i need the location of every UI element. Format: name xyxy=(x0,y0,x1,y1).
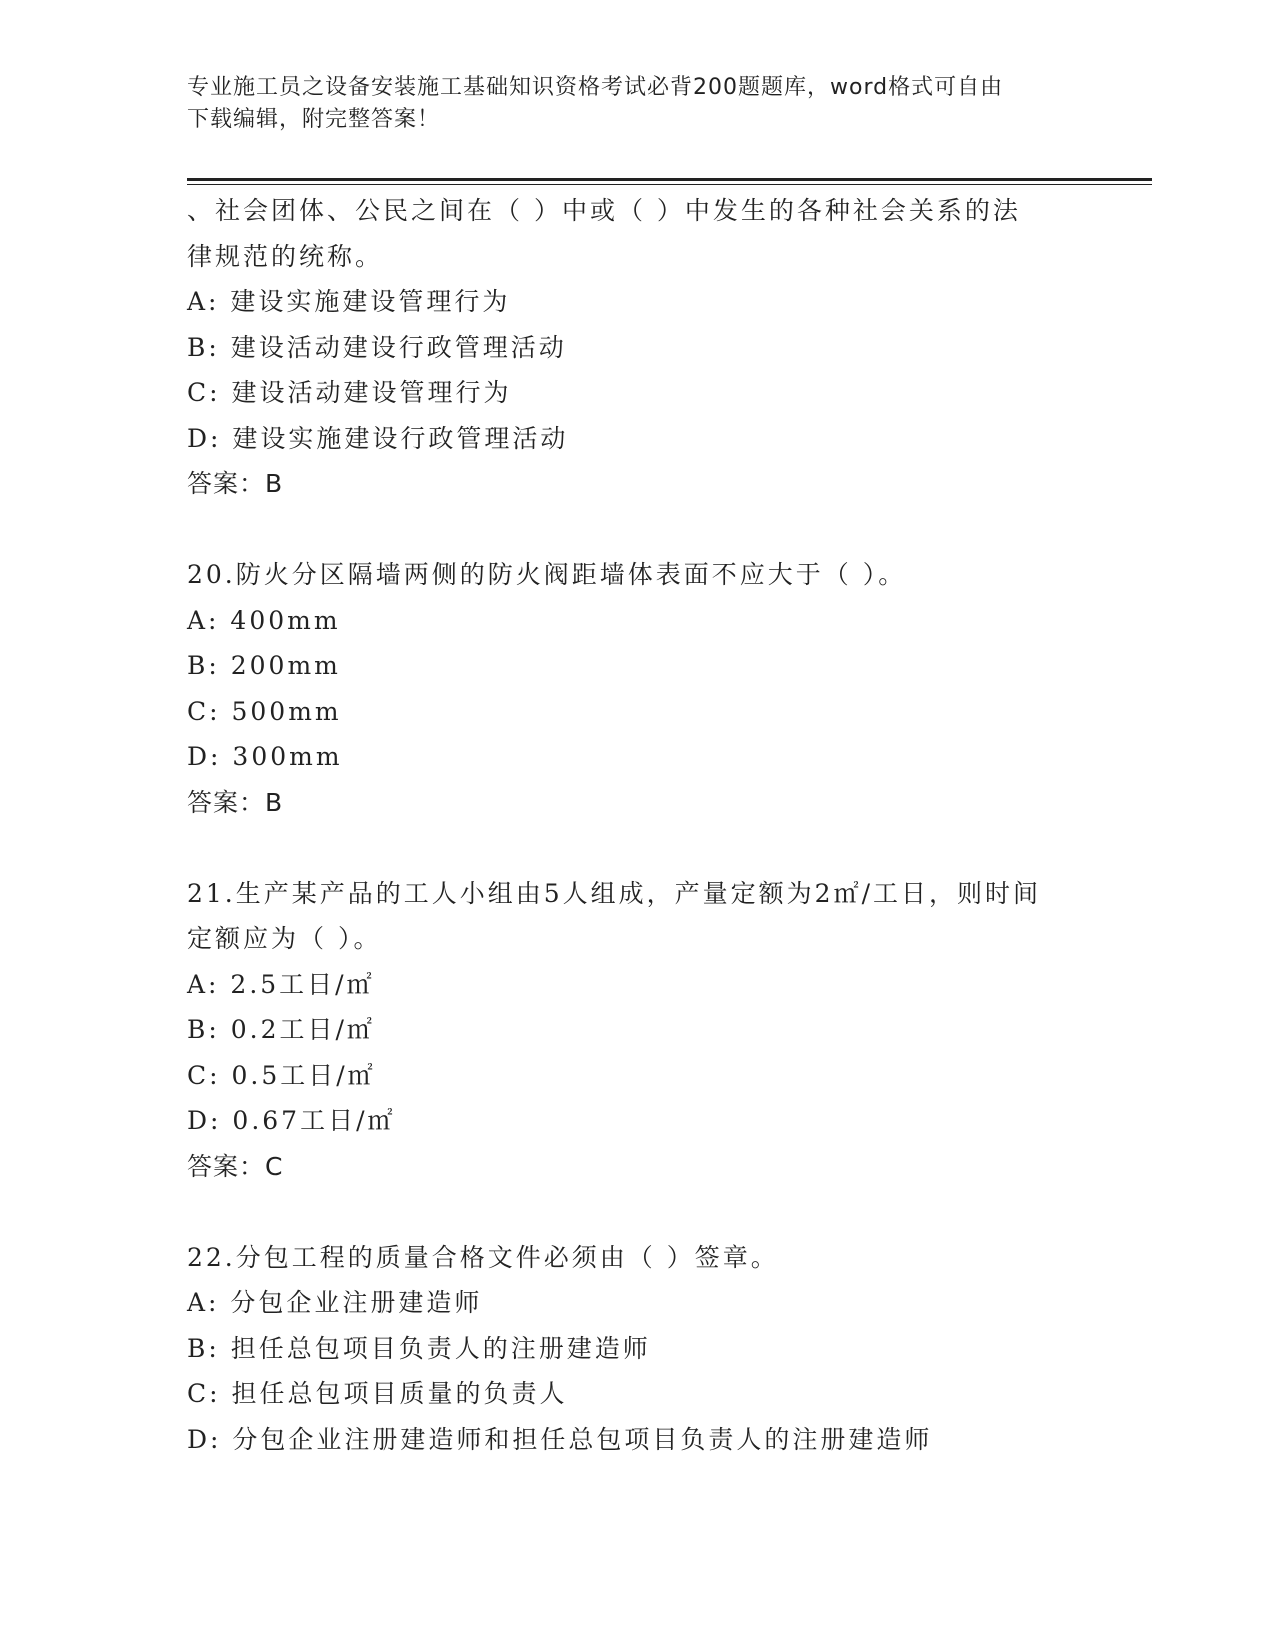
question-stem: 定额应为（ ）。 xyxy=(187,924,382,953)
option-a: A: 分包企业注册建造师 xyxy=(187,1288,483,1317)
spacer xyxy=(187,507,1107,553)
answer: 答案：B xyxy=(187,787,284,817)
option-a: A: 建设实施建设管理行为 xyxy=(187,287,511,316)
option-d: D: 分包企业注册建造师和担任总包项目负责人的注册建造师 xyxy=(187,1424,933,1454)
answer: 答案：C xyxy=(187,1151,284,1181)
option-c: C: 0.5工日/㎡ xyxy=(187,1060,376,1090)
option-a: A: 2.5工日/㎡ xyxy=(187,969,375,999)
option-b: B: 担任总包项目负责人的注册建造师 xyxy=(187,1333,651,1363)
option-c: C: 担任总包项目质量的负责人 xyxy=(187,1379,568,1408)
question-list xyxy=(187,188,1107,1462)
answer: 答案：B xyxy=(187,469,284,498)
question-stem: 20.防火分区隔墙两侧的防火阀距墙体表面不应大于（ ）。 xyxy=(187,560,907,589)
option-d: D: 0.67工日/㎡ xyxy=(187,1106,396,1135)
option-b: B: 建设活动建设行政管理活动 xyxy=(187,332,567,362)
question-21 xyxy=(187,871,1107,1190)
header-line-1: 专业施工员之设备安装施工基础知识资格考试必背200题题库，word格式可自由 xyxy=(187,75,1004,100)
question-19 xyxy=(187,188,1107,507)
header-divider-thin xyxy=(187,184,1152,185)
option-a: A: 400mm xyxy=(187,605,341,635)
document-header xyxy=(187,72,1087,136)
question-20 xyxy=(187,552,1107,825)
option-c: C: 建设活动建设管理行为 xyxy=(187,378,512,407)
spacer xyxy=(187,825,1107,871)
question-stem: 律规范的统称。 xyxy=(187,241,384,271)
question-stem: 21.生产某产品的工人小组由5人组成，产量定额为2㎡/工日，则时间 xyxy=(187,878,1041,908)
header-divider-thick xyxy=(187,178,1152,181)
option-c: C: 500mm xyxy=(187,696,342,726)
header-line-2: 下载编辑，附完整答案！ xyxy=(187,107,441,132)
option-d: D: 建设实施建设行政管理活动 xyxy=(187,423,569,453)
option-b: B: 200mm xyxy=(187,651,341,680)
spacer xyxy=(187,1189,1107,1235)
option-d: D: 300mm xyxy=(187,742,343,771)
question-stem: 、社会团体、公民之间在（ ）中或（ ）中发生的各种社会关系的法 xyxy=(187,196,1021,225)
question-stem: 22.分包工程的质量合格文件必须由（ ）签章。 xyxy=(187,1242,779,1272)
option-b: B: 0.2工日/㎡ xyxy=(187,1015,375,1044)
question-22 xyxy=(187,1235,1107,1463)
